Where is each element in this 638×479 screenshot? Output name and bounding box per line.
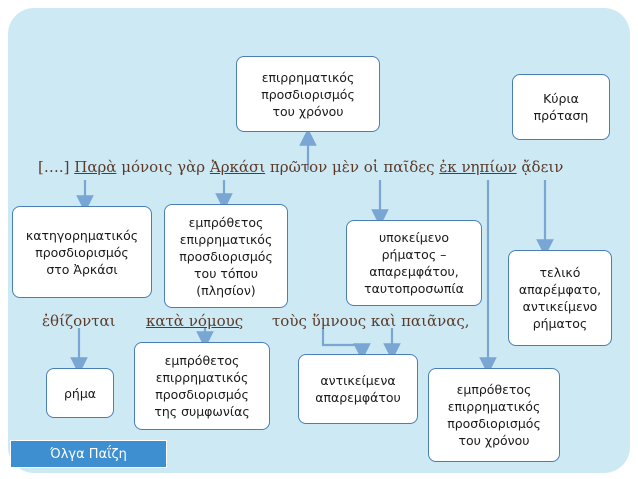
sentence-line-1 bbox=[38, 158, 563, 176]
sentence1-part-4: ᾄδειν bbox=[516, 158, 564, 176]
final-inf-box: τελικό απαρέμφατο, αντικείμενο ρήματος bbox=[508, 250, 612, 346]
sentence1-ek-nepion: ἐκ νηπίων bbox=[439, 158, 517, 176]
time-bottom-box: εμπρόθετος επιρρηματικός προσδιορισμός του χρόνου bbox=[428, 368, 560, 462]
predicative-box: κατηγορηματικός προσδιορισμός στο Ἀρκάσι bbox=[12, 206, 152, 298]
subject-box: υποκείμενο ρήματος – απαρεμφάτου, ταυτοπροσωπία bbox=[346, 220, 482, 306]
inf-object-box: αντικείμενα απαρεμφάτου bbox=[298, 354, 418, 424]
author-badge: Όλγα Παΐζη bbox=[10, 440, 167, 468]
place-box: εμπρόθετος επιρρηματικός προσδιορισμός του τόπου (πλησίον) bbox=[164, 204, 288, 308]
sentence1-part-2: μόνοις γὰρ bbox=[116, 158, 210, 176]
sentence1-part-3: πρῶτον μὲν οἱ παῖδες bbox=[265, 158, 440, 176]
accordance-box: εμπρόθετος επιρρηματικός προσδιορισμός της συμφωνίας bbox=[134, 342, 270, 430]
sentence2-kata-nomous: κατὰ νόμους bbox=[146, 312, 244, 330]
sentence1-arkasi: Ἀρκάσι bbox=[209, 158, 266, 176]
verb-box: ρήμα bbox=[46, 368, 114, 418]
sentence2-verb: ἐθίζονται bbox=[42, 312, 116, 330]
sentence1-para: Παρὰ bbox=[74, 158, 117, 176]
time-top-box: επιρρηματικός προσδιορισμός του χρόνου bbox=[236, 56, 380, 132]
sentence2-rest: τοὺς ὕμνους καὶ παιᾶνας, bbox=[272, 312, 470, 330]
sentence1-part-1: [….] bbox=[38, 158, 75, 176]
main-clause-box: Κύρια πρόταση bbox=[512, 74, 610, 140]
